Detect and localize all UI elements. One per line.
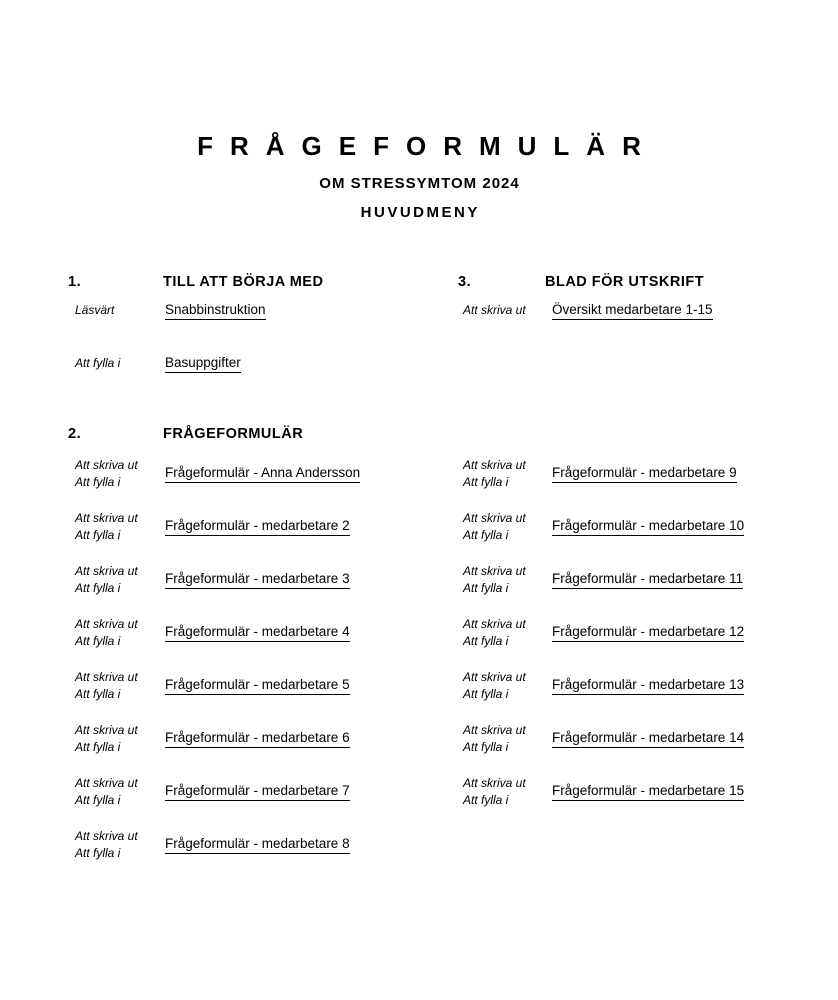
section-blad-for-utskrift-header xyxy=(458,274,704,290)
row-label xyxy=(68,616,165,650)
row-label xyxy=(458,563,552,597)
label-att-skriva-ut: Att skriva ut xyxy=(463,564,526,578)
label-att-skriva-ut: Att skriva ut xyxy=(75,511,138,525)
row-label xyxy=(68,722,165,756)
label-att-fylla-i: Att fylla i xyxy=(463,634,509,648)
label-att-fylla-i: Att fylla i xyxy=(463,581,509,595)
label-att-fylla-i: Att fylla i xyxy=(75,528,121,542)
label-att-fylla-i: Att fylla i xyxy=(75,634,121,648)
section-2-number: 2. xyxy=(68,426,82,442)
label-att-skriva-ut: Att skriva ut xyxy=(463,617,526,631)
label-att-skriva-ut: Att skriva ut xyxy=(463,670,526,684)
row-label xyxy=(458,722,552,756)
page-title: FRÅGEFORMULÄR xyxy=(197,131,658,161)
label-att-fylla-i: Att fylla i xyxy=(75,846,121,860)
label-att-skriva-ut: Att skriva ut xyxy=(75,776,138,790)
menu-row xyxy=(458,773,744,811)
section-1-title: TILL ATT BÖRJA MED xyxy=(163,274,324,290)
row-label xyxy=(68,775,165,809)
menu-row xyxy=(68,720,350,758)
label-att-fylla-i: Att fylla i xyxy=(463,475,509,489)
link-oversikt-medarbetare-1-15[interactable]: Översikt medarbetare 1-15 xyxy=(552,302,713,320)
menu-row xyxy=(68,302,266,320)
label-att-skriva-ut: Att skriva ut xyxy=(75,617,138,631)
section-3-number: 3. xyxy=(458,274,472,290)
label-att-skriva-ut: Att skriva ut xyxy=(75,564,138,578)
row-label-att-skriva-ut: Att skriva ut xyxy=(463,303,526,317)
row-label xyxy=(68,669,165,703)
link-medarbetare-14[interactable]: Frågeformulär - medarbetare 14 xyxy=(552,730,744,748)
label-att-fylla-i: Att fylla i xyxy=(75,793,121,807)
link-medarbetare-7[interactable]: Frågeformulär - medarbetare 7 xyxy=(165,783,350,801)
menu-row xyxy=(458,508,744,546)
label-att-fylla-i: Att fylla i xyxy=(463,528,509,542)
label-att-skriva-ut: Att skriva ut xyxy=(463,511,526,525)
link-anna-andersson[interactable]: Frågeformulär - Anna Andersson xyxy=(165,465,360,483)
menu-row xyxy=(68,508,350,546)
menu-row xyxy=(68,355,241,373)
menu-row xyxy=(68,614,350,652)
link-medarbetare-5[interactable]: Frågeformulär - medarbetare 5 xyxy=(165,677,350,695)
menu-heading: HUVUDMENY xyxy=(360,204,480,221)
link-medarbetare-12[interactable]: Frågeformulär - medarbetare 12 xyxy=(552,624,744,642)
menu-row xyxy=(68,667,350,705)
link-basuppgifter[interactable]: Basuppgifter xyxy=(165,355,241,373)
row-label-lasvart: Läsvärt xyxy=(75,303,115,317)
section-2-title: FRÅGEFORMULÄR xyxy=(163,426,304,442)
link-medarbetare-10[interactable]: Frågeformulär - medarbetare 10 xyxy=(552,518,744,536)
row-label xyxy=(68,510,165,544)
link-medarbetare-4[interactable]: Frågeformulär - medarbetare 4 xyxy=(165,624,350,642)
link-medarbetare-15[interactable]: Frågeformulär - medarbetare 15 xyxy=(552,783,744,801)
label-att-skriva-ut: Att skriva ut xyxy=(463,723,526,737)
link-medarbetare-11[interactable]: Frågeformulär - medarbetare 11 xyxy=(552,571,743,589)
label-att-fylla-i: Att fylla i xyxy=(463,793,509,807)
label-att-fylla-i: Att fylla i xyxy=(75,740,121,754)
row-label xyxy=(458,616,552,650)
row-label xyxy=(458,669,552,703)
menu-row xyxy=(458,614,744,652)
menu-row xyxy=(458,720,744,758)
menu-row xyxy=(68,826,350,864)
label-att-fylla-i: Att fylla i xyxy=(463,687,509,701)
row-label xyxy=(458,457,552,491)
link-medarbetare-6[interactable]: Frågeformulär - medarbetare 6 xyxy=(165,730,350,748)
link-snabbinstruktion[interactable]: Snabbinstruktion xyxy=(165,302,266,320)
section-3-title: BLAD FÖR UTSKRIFT xyxy=(545,274,705,290)
link-medarbetare-2[interactable]: Frågeformulär - medarbetare 2 xyxy=(165,518,350,536)
label-att-skriva-ut: Att skriva ut xyxy=(75,723,138,737)
menu-row xyxy=(458,302,713,320)
section-frageformular-header xyxy=(68,426,303,442)
menu-row xyxy=(68,561,350,599)
label-att-skriva-ut: Att skriva ut xyxy=(463,458,526,472)
menu-row xyxy=(458,455,737,493)
menu-row xyxy=(458,561,743,599)
label-att-fylla-i: Att fylla i xyxy=(463,740,509,754)
row-label xyxy=(68,563,165,597)
row-label xyxy=(68,457,165,491)
page-subtitle: OM STRESSYMTOM 2024 xyxy=(319,175,520,192)
link-medarbetare-13[interactable]: Frågeformulär - medarbetare 13 xyxy=(552,677,744,695)
link-medarbetare-3[interactable]: Frågeformulär - medarbetare 3 xyxy=(165,571,350,589)
row-label-att-fylla-i: Att fylla i xyxy=(75,356,121,370)
menu-row xyxy=(68,773,350,811)
section-1-number: 1. xyxy=(68,274,82,290)
label-att-fylla-i: Att fylla i xyxy=(75,687,121,701)
label-att-fylla-i: Att fylla i xyxy=(75,581,121,595)
row-label xyxy=(458,775,552,809)
section-till-att-borja-med-header xyxy=(68,274,323,290)
label-att-skriva-ut: Att skriva ut xyxy=(463,776,526,790)
row-label xyxy=(458,510,552,544)
label-att-skriva-ut: Att skriva ut xyxy=(75,829,138,843)
link-medarbetare-8[interactable]: Frågeformulär - medarbetare 8 xyxy=(165,836,350,854)
menu-row xyxy=(68,455,360,493)
label-att-skriva-ut: Att skriva ut xyxy=(75,458,138,472)
label-att-skriva-ut: Att skriva ut xyxy=(75,670,138,684)
link-medarbetare-9[interactable]: Frågeformulär - medarbetare 9 xyxy=(552,465,737,483)
row-label xyxy=(68,828,165,862)
label-att-fylla-i: Att fylla i xyxy=(75,475,121,489)
menu-row xyxy=(458,667,744,705)
